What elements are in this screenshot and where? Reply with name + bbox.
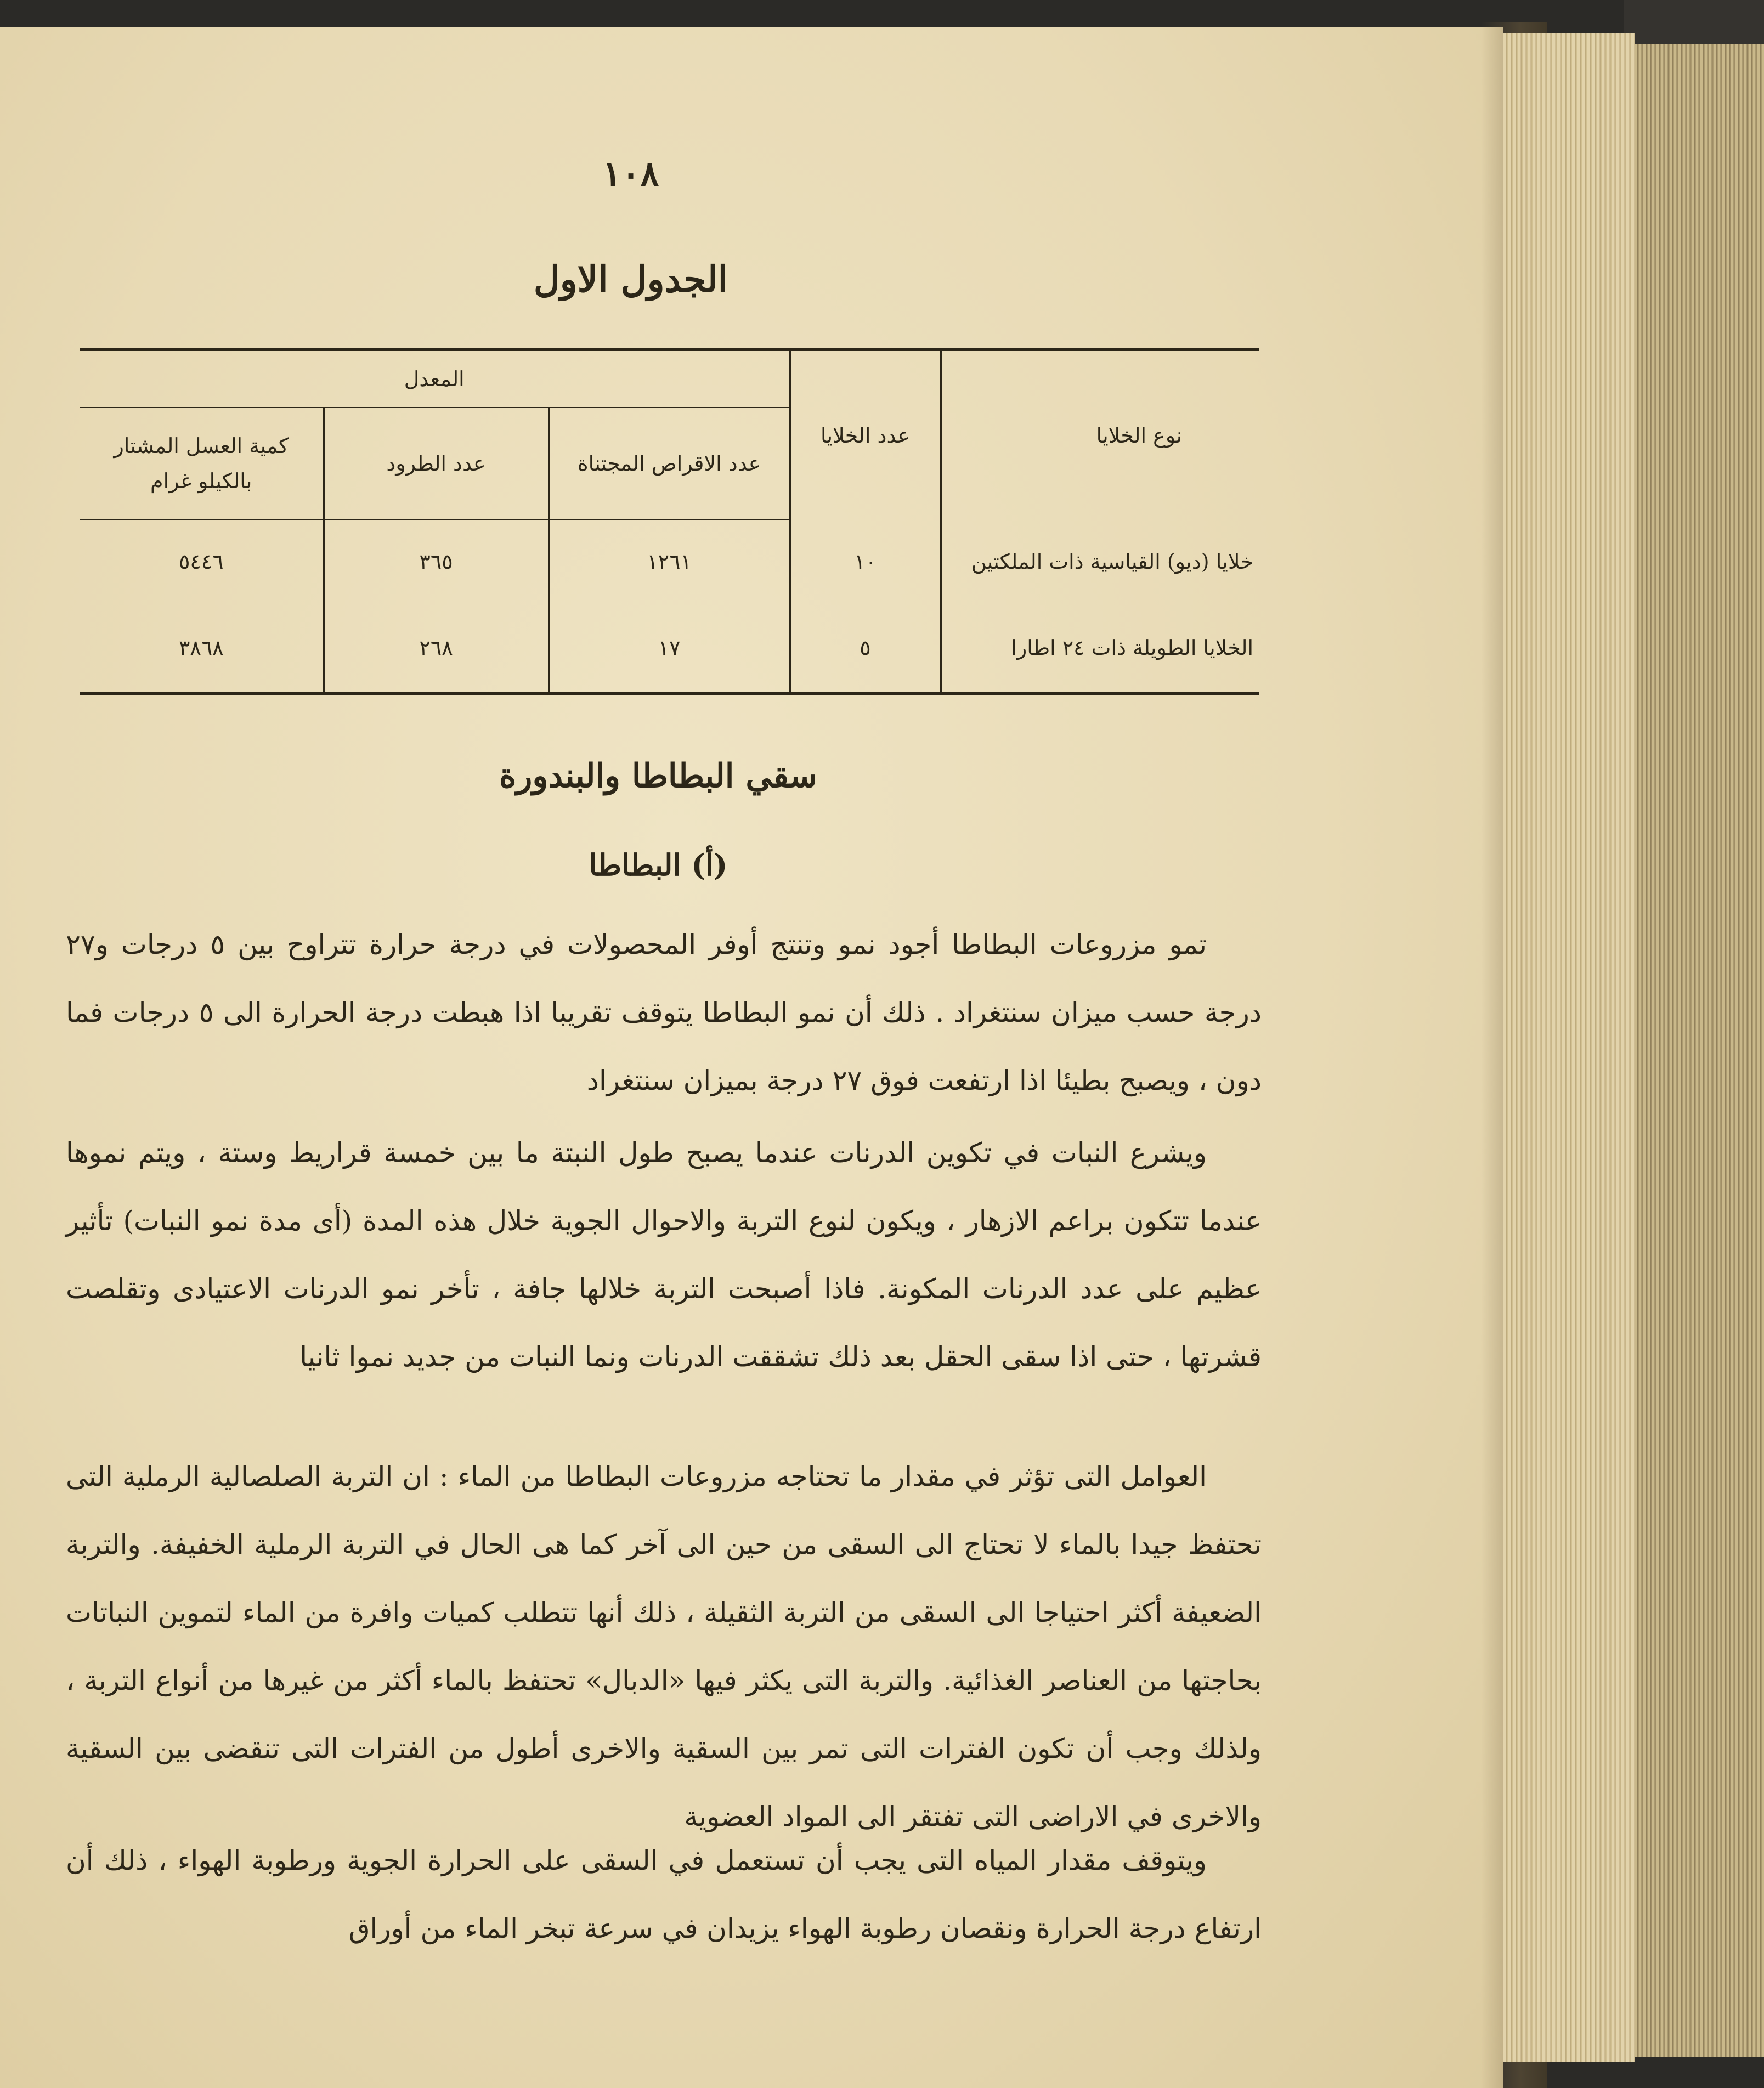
paragraph-2: ويشرع النبات في تكوين الدرنات عندما يصبح طول النبتة ما بين خمسة قراريط وستة ، ويتم نموها عندما تتكون براعم الازهار ، ويكون لنوع التربة والاحوال الجوية خلال هذه المدة (أى مدة نمو النبات) تأثير عظيم على عدد الدرنات المكونة. فاذا أصبحت التربة خلالها جافة ، تأخر نمو الدرنات الاعتيادى وتقلصت قشرتها ، حتى اذا سقى الحقل بعد ذلك تشققت الدرنات ونما النبات من جديد نموا ثانيا xyxy=(66,1137,1262,1373)
row-2-honey-kg: ٣٨٦٨ xyxy=(80,603,324,694)
row-1-cell-count: ١٠ xyxy=(790,520,941,603)
page-edges xyxy=(1503,33,1635,2062)
table-row xyxy=(80,603,1259,694)
row-2-cell-type: الخلايا الطويلة ذات ٢٤ اطارا xyxy=(941,603,1259,694)
row-1-combs-produced: ١٢٦١ xyxy=(549,520,790,603)
row-2-swarms-count: ٢٦٨ xyxy=(324,603,549,694)
header-swarms-count: عدد الطرود xyxy=(324,408,549,520)
subsection-title: (أ) البطاطا xyxy=(589,847,728,882)
paragraph-4: ويتوقف مقدار المياه التى يجب أن تستعمل في السقى على الحرارة الجوية ورطوبة الهواء ، ذلك أن ارتفاع درجة الحرارة ونقصان رطوبة الهواء يزيدان في سرعة تبخر الماء من أوراق xyxy=(66,1844,1262,1944)
section-title: سقي البطاطا والبندورة xyxy=(499,757,818,795)
header-cell-count: عدد الخلايا xyxy=(790,350,941,520)
row-1-cell-type: خلايا (ديو) القياسية ذات الملكتين xyxy=(941,520,1259,603)
row-1-honey-kg: ٥٤٤٦ xyxy=(178,550,224,574)
row-2-cell-count: ٥ xyxy=(790,603,941,694)
table-title: الجدول الاول xyxy=(533,258,728,301)
table-row xyxy=(80,520,1259,603)
page-edges-back xyxy=(1635,44,1764,2057)
header-combs-produced: عدد الاقراص المجتناة xyxy=(549,408,790,520)
row-2-combs-produced: ١٧ xyxy=(549,603,790,694)
data-table xyxy=(80,348,1259,695)
page-number: ١٠٨ xyxy=(602,154,659,195)
header-cell-type: نوع الخلايا xyxy=(941,350,1259,520)
paragraph-3: العوامل التى تؤثر في مقدار ما تحتاجه مزروعات البطاطا من الماء : ان التربة الصلصالية الرملية التى تحتفظ جيدا بالماء لا تحتاج الى السقى من حين الى آخر كما هى الحال في التربة الرملية الخفيفة. والتربة الضعيفة أكثر احتياجا الى السقى من التربة الثقيلة ، ذلك أنها تتطلب كميات وافرة من الماء لتموين النباتات بحاجتها من العناصر الغذائية. والتربة التى يكثر فيها «الدبال» تحتفظ بالماء أكثر من غيرها من أنواع التربة ، ولذلك وجب أن تكون الفترات التى تمر بين السقية والاخرى أطول من الفترات التى تنقضى بين السقية والاخرى في الاراضى التى تفتقر الى المواد العضوية xyxy=(66,1461,1262,1832)
header-average-group: المعدل xyxy=(80,350,790,408)
header-honey-kg: كمية العسل المشتار بالكيلو غرام xyxy=(80,408,324,520)
paragraph-1: تمو مزروعات البطاطا أجود نمو وتنتج أوفر المحصولات في درجة حرارة تتراوح بين ٥ درجات و٢٧ درجة حسب ميزان سنتغراد . ذلك أن نمو البطاطا يتوقف تقريبا اذا هبطت درجة الحرارة الى ٥ درجات فما دون ، ويصبح بطيئا اذا ارتفعت فوق ٢٧ درجة بميزان سنتغراد xyxy=(66,929,1262,1096)
row-1-swarms-count: ٣٦٥ xyxy=(324,520,549,603)
